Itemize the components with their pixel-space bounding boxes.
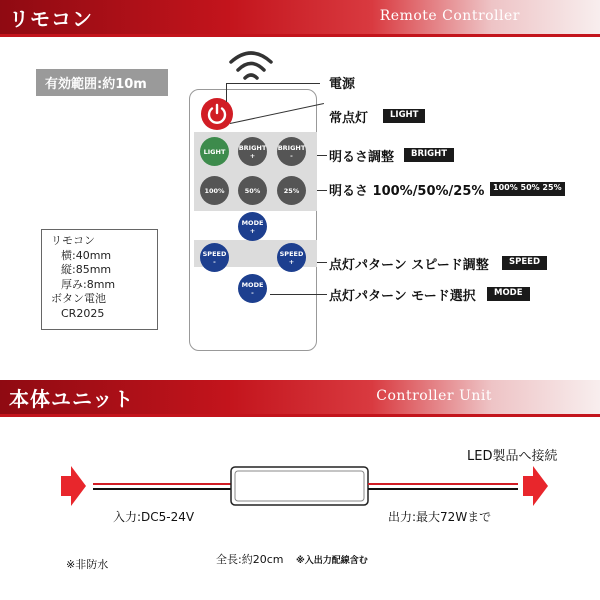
waterproof-note: ※非防水: [66, 558, 109, 571]
label-speed: 点灯パターン スピード調整: [329, 258, 489, 273]
leader-speed: [317, 262, 327, 263]
remote-section-rule: [0, 34, 600, 37]
mode-plus-button[interactable]: MODE +: [238, 212, 267, 241]
leader-levels: [317, 190, 327, 191]
tag-bright: BRIGHT: [404, 148, 454, 162]
bright-plus-button[interactable]: BRIGHT +: [238, 137, 267, 166]
bright-minus-button[interactable]: BRIGHT -: [277, 137, 306, 166]
length-label: 全長:約20cm: [216, 553, 284, 566]
remote-section-title-en: Remote Controller: [379, 8, 520, 24]
controller-unit-box: [231, 467, 368, 505]
power-button[interactable]: [201, 98, 233, 130]
brightness-100-button[interactable]: 100%: [200, 176, 229, 205]
spec-heading: リモコン: [51, 234, 95, 247]
speed-plus-button[interactable]: SPEED +: [277, 243, 306, 272]
light-button[interactable]: LIGHT: [200, 137, 229, 166]
label-bright: 明るさ調整: [329, 150, 395, 165]
tag-light: LIGHT: [383, 109, 425, 123]
unit-section-title: 本体ユニット: [9, 387, 135, 411]
led-connect-label: LED製品へ接続: [467, 449, 558, 464]
unit-section-rule: [0, 414, 600, 417]
leader-power: [226, 83, 320, 84]
input-arrow-icon: [61, 466, 86, 506]
brightness-25-button[interactable]: 25%: [277, 176, 306, 205]
spec-battery-type: CR2025: [61, 306, 105, 320]
spec-width: 横:40mm: [61, 248, 112, 262]
range-label: 有効範囲:約10m: [36, 69, 168, 96]
power-icon: [201, 98, 233, 130]
remote-section-title: リモコン: [9, 7, 93, 31]
unit-section-banner: [0, 380, 600, 414]
remote-section-banner: [0, 0, 600, 34]
output-arrow-icon: [523, 466, 548, 506]
label-mode: 点灯パターン モード選択: [329, 289, 476, 304]
leader-power-drop: [226, 83, 227, 102]
ir-signal-icon: [228, 48, 274, 88]
brightness-50-button[interactable]: 50%: [238, 176, 267, 205]
leader-mode: [270, 294, 327, 295]
spec-battery-label: ボタン電池: [51, 292, 106, 305]
tag-speed: SPEED: [502, 256, 547, 270]
tag-levels: 100% 50% 25%: [490, 182, 565, 196]
leader-bright: [317, 155, 327, 156]
label-levels: 明るさ 100%/50%/25%: [329, 184, 485, 199]
remote-spec-box: [41, 229, 158, 330]
length-note: ※入出力配線含む: [296, 556, 368, 566]
label-power: 電源: [329, 77, 356, 92]
input-label: 入力:DC5-24V: [113, 510, 195, 524]
spec-thickness: 厚み:8mm: [61, 277, 116, 291]
label-light: 常点灯: [329, 111, 369, 126]
unit-section-title-en: Controller Unit: [376, 388, 492, 404]
spec-height: 縦:85mm: [61, 263, 112, 276]
mode-minus-button[interactable]: MODE -: [238, 274, 267, 303]
tag-mode: MODE: [487, 287, 530, 301]
speed-minus-button[interactable]: SPEED -: [200, 243, 229, 272]
output-label: 出力:最大72Wまで: [388, 510, 492, 524]
